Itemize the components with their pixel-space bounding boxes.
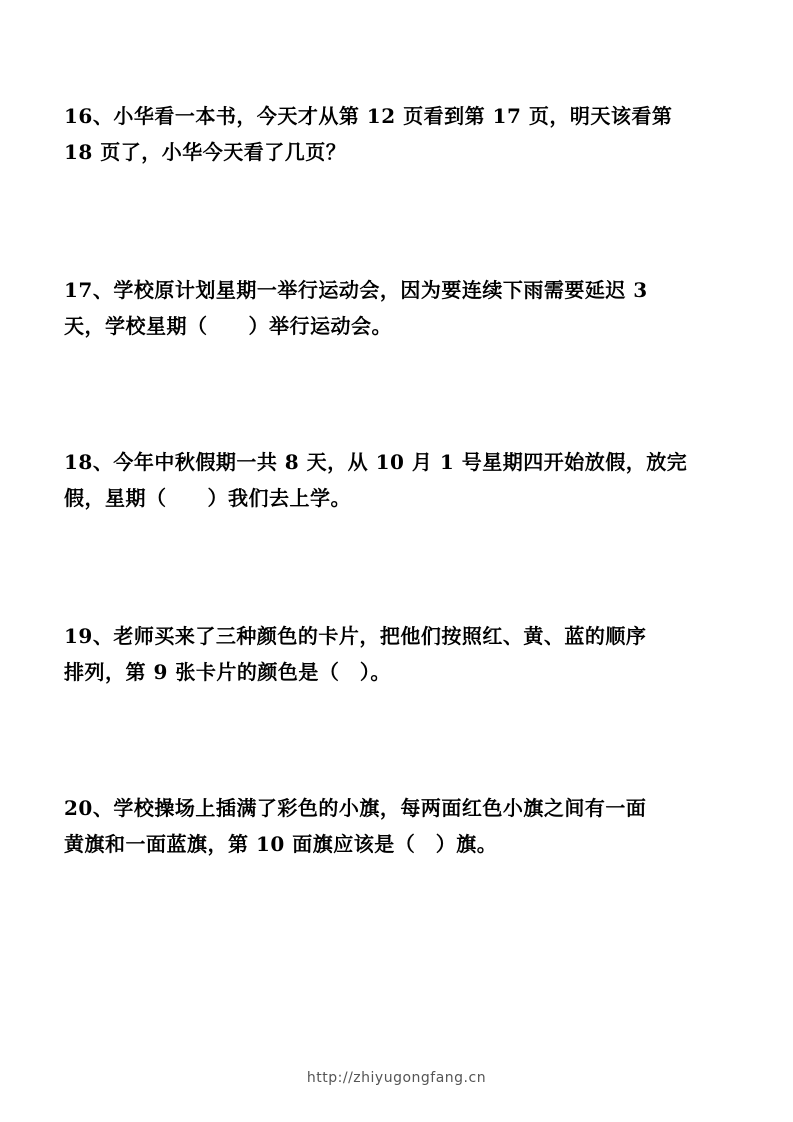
question-16-line-1: 16、小华看一本书，今天才从第 12 页看到第 17 页，明天该看第 xyxy=(64,104,673,128)
question-17 xyxy=(64,272,684,344)
question-18-line-2: 假，星期（ ）我们去上学。 xyxy=(64,486,351,510)
question-19-line-1: 19、老师买来了三种颜色的卡片，把他们按照红、黄、蓝的顺序 xyxy=(64,624,647,648)
question-16 xyxy=(64,98,684,170)
question-18 xyxy=(64,444,688,516)
question-16-line-2: 18 页了，小华今天看了几页？ xyxy=(64,140,347,164)
question-20 xyxy=(64,790,684,862)
question-17-line-1: 17、学校原计划星期一举行运动会，因为要连续下雨需要延迟 3 xyxy=(64,278,648,302)
question-19 xyxy=(64,618,684,690)
question-20-line-2: 黄旗和一面蓝旗，第 10 面旗应该是（ ）旗。 xyxy=(64,832,498,856)
footer-url: http://zhiyugongfang.cn xyxy=(306,1070,487,1086)
question-18-line-1: 18、今年中秋假期一共 8 天，从 10 月 1 号星期四开始放假，放完 xyxy=(64,450,688,474)
question-20-line-1: 20、学校操场上插满了彩色的小旗，每两面红色小旗之间有一面 xyxy=(64,796,647,820)
question-19-line-2: 排列，第 9 张卡片的颜色是（ ）。 xyxy=(64,660,391,684)
question-17-line-2: 天，学校星期（ ）举行运动会。 xyxy=(64,314,392,338)
